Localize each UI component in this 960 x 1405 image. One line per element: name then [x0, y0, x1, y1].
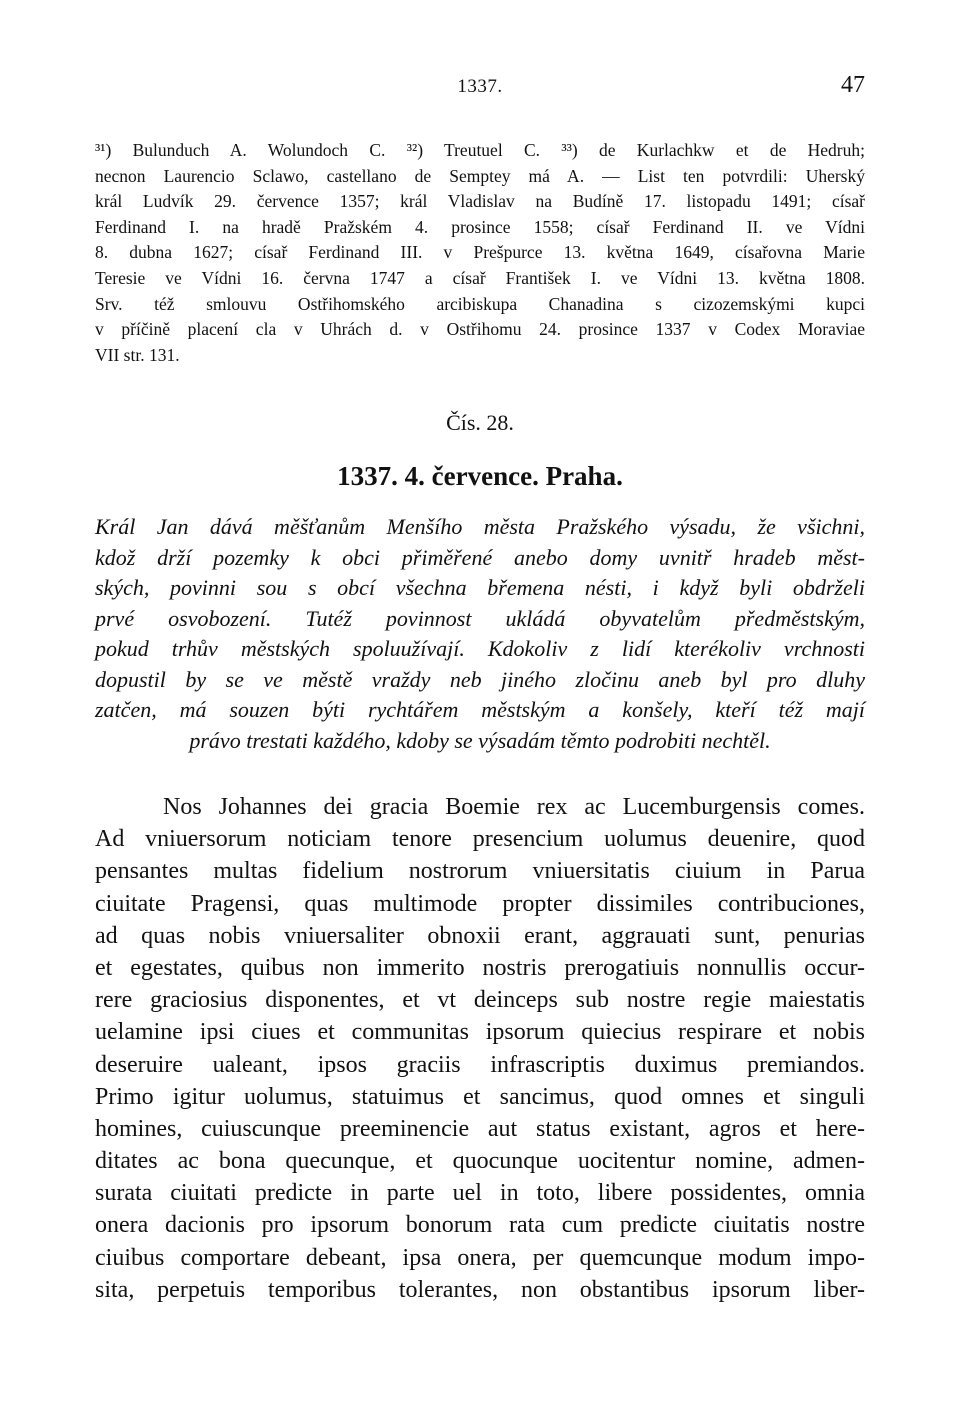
body-line: Primo igitur uolumus, statuimus et sancimus, quod omnes et singuli: [95, 1083, 865, 1110]
regest-line: kdož drží pozemky k obci přiměřené anebo domy uvnitř hradeb měst-: [95, 544, 865, 570]
body-line: homines, cuiuscunque preeminencie aut status existant, agros et here-: [95, 1115, 865, 1142]
body-line: ciuibus comportare debeant, ipsa onera, per quemcunque modum impo-: [95, 1244, 865, 1271]
footnote-line: Ferdinand I. na hradě Pražském 4. prosince 1558; císař Ferdinand II. ve Vídni: [95, 216, 865, 237]
regest-line: Král Jan dává měšťanům Menšího města Pražského výsadu, že všichni,: [95, 514, 865, 539]
regest-line: dopustil by se ve městě vraždy neb jiného zločinu aneb byl pro dluhy: [95, 666, 865, 692]
footnote-line: 8. dubna 1627; císař Ferdinand III. v Prešpurce 13. května 1649, císařovna Marie: [95, 242, 865, 263]
body-line: surata ciuitati predicte in parte uel in toto, libere possidentes, omnia: [95, 1180, 865, 1207]
footnote-line: král Ludvík 29. července 1357; král Vladislav na Budíně 17. listopadu 1491; císař: [95, 191, 865, 212]
body-line: ciuitate Pragensi, quas multimode propter dissimiles contribuciones,: [95, 890, 865, 917]
latin-charter-text: [95, 791, 865, 1306]
document-number: Čís. 28.: [446, 410, 514, 435]
body-line: Nos Johannes dei gracia Boemie rex ac Lucemburgensis comes.: [163, 794, 865, 820]
footnote-line: Srv. též smlouvu Ostřihomského arcibiskupa Chanadina s cizozemskými kupci: [95, 293, 865, 314]
body-line: Ad vniuersorum noticiam tenore presencium uolumus deuenire, quod: [95, 826, 865, 853]
regest-summary: [95, 512, 865, 756]
body-line: ad quas nobis vniuersaliter obnoxii erant, aggrauati sunt, penurias: [95, 922, 865, 949]
page-number: 47: [841, 72, 865, 98]
body-line: uelamine ipsi ciues et communitas ipsorum quiecius respirare et nobis: [95, 1019, 865, 1046]
footnote-line: ³¹) Bulunduch A. Wolundoch C. ³²) Treutuel C. ³³) de Kurlachkw et de Hedruh;: [95, 140, 865, 160]
footnotes: [95, 138, 865, 368]
body-line: pensantes multas fidelium nostrorum vniuersitatis ciuium in Parua: [95, 858, 865, 885]
regest-line: zatčen, má souzen býti rychtářem městským a konšely, kteří též mají: [95, 697, 865, 722]
regest-line: prvé osvobození. Tutéž povinnost ukládá obyvatelům předměstským,: [95, 605, 865, 631]
body-line: rere graciosius disponentes, et vt deinceps sub nostre regie maiestatis: [95, 987, 865, 1014]
page-header: [95, 72, 865, 106]
footnote-line: v příčině placení cla v Uhrách d. v Ostřihomu 24. prosince 1337 v Codex Moraviae: [95, 319, 865, 340]
body-line: et egestates, quibus non immerito nostris prerogatiuis nonnullis occur-: [95, 954, 865, 981]
body-line: sita, perpetuis temporibus tolerantes, non obstantibus ipsorum liber-: [95, 1276, 865, 1303]
footnote-line: necnon Laurencio Sclawo, castellano de Semptey má A. — List ten potvrdili: Uherský: [95, 165, 865, 186]
running-head: 1337.: [457, 76, 503, 97]
footnote-line: VII str. 131.: [95, 344, 180, 365]
body-line: onera dacionis pro ipsorum bonorum rata cum predicte ciuitatis nostre: [95, 1212, 865, 1239]
body-line: deseruire ualeant, ipsos graciis infrascriptis duximus premiandos.: [95, 1051, 865, 1078]
body-line: ditates ac bona quecunque, et quocunque uocitentur nomine, admen-: [95, 1148, 865, 1175]
regest-line: právo trestati každého, kdoby se výsadám těmto podrobiti nechtěl.: [189, 727, 771, 753]
regest-line: ských, povinni sou s obcí všechna břemena nésti, i když byli obdrželi: [95, 575, 865, 600]
document-date-place: 1337. 4. července. Praha.: [337, 461, 623, 491]
regest-line: pokud trhův městských spoluužívají. Kdokoliv z lidí kterékoliv vrchnosti: [95, 636, 865, 661]
footnote-line: Teresie ve Vídni 16. června 1747 a císař František I. ve Vídni 13. května 1808.: [95, 267, 865, 288]
